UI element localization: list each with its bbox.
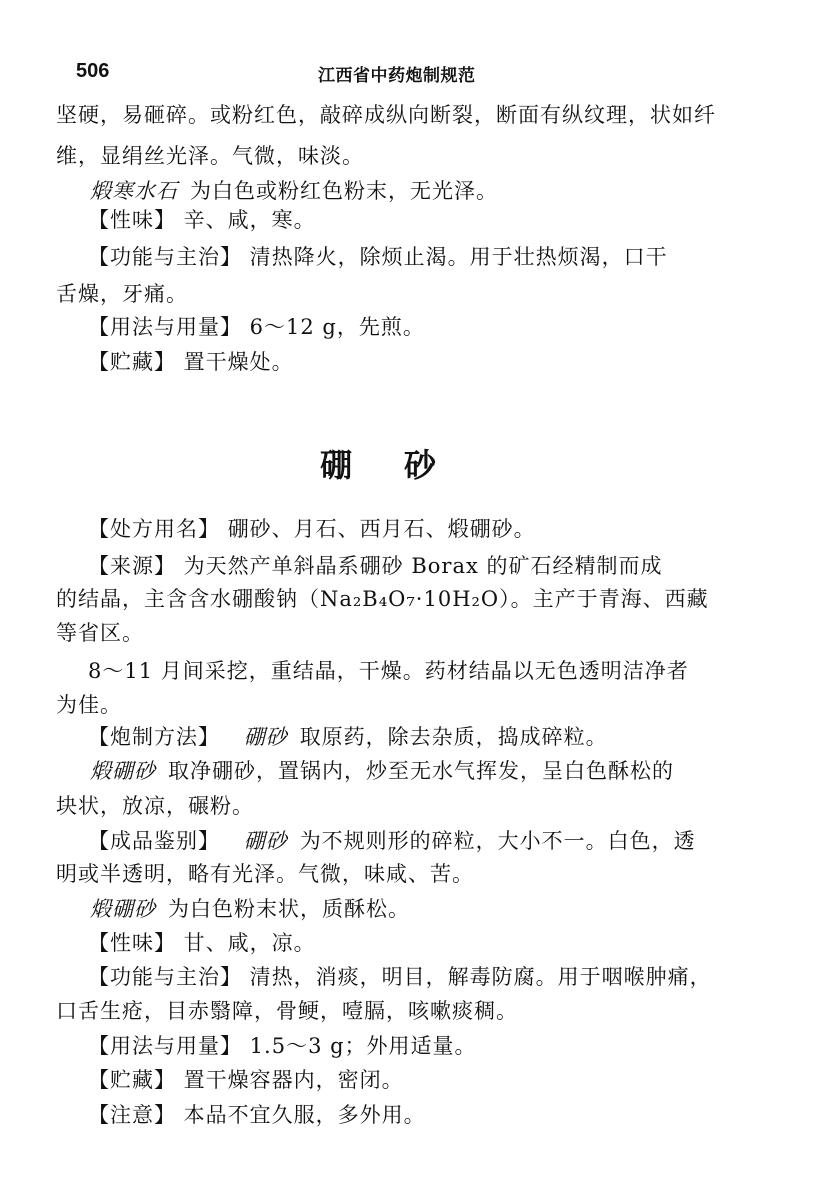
usage-line: 【用法与用量】 6～12 g，先煎。 (88, 315, 425, 339)
text-line: 舌燥，牙痛。 (56, 282, 188, 306)
caution-line: 【注意】 本品不宜久服，多外用。 (88, 1103, 426, 1127)
text-line: 的结晶，主含含水硼酸钠（Na₂B₄O₇·10H₂O）。主产于青海、西藏 (56, 587, 709, 611)
property-line: 【性味】 甘、咸，凉。 (88, 931, 316, 955)
heading-processing-method: 【炮制方法】 (88, 725, 220, 749)
prescription-names-line: 【处方用名】 硼砂、月石、西月石、煅硼砂。 (88, 517, 536, 541)
term-raw: 硼砂 (243, 725, 288, 749)
term-raw: 硼砂 (243, 829, 288, 853)
storage-line: 【贮藏】 置干燥容器内，密闭。 (88, 1068, 404, 1092)
text-line: 为佳。 (56, 693, 122, 717)
processing-method-line (88, 722, 608, 752)
term-calcined: 煅寒水石 (90, 179, 178, 203)
text-segment: 为白色或粉红色粉末，无光泽。 (190, 179, 498, 203)
heading-identification: 【成品鉴别】 (88, 829, 220, 853)
identification-line (88, 826, 696, 856)
text-segment: 为不规则形的碎粒，大小不一。白色，透 (299, 829, 696, 853)
text-segment: 取净硼砂，置锅内，炒至无水气挥发，呈白色酥松的 (168, 759, 674, 783)
section-title: 硼砂 (320, 446, 489, 484)
text-line: 8～11 月间采挖，重结晶，干燥。药材结晶以无色透明洁净者 (88, 659, 689, 683)
text-line: 维，显绢丝光泽。气微，味淡。 (56, 144, 364, 168)
text-line-calcined (90, 176, 498, 206)
property-line: 【性味】 辛、咸，寒。 (88, 208, 316, 232)
usage-line: 【用法与用量】 1.5～3 g；外用适量。 (88, 1034, 477, 1058)
text-line: 块状，放凉，碾粉。 (56, 794, 254, 818)
function-line: 【功能与主治】 清热，消痰，明目，解毒防腐。用于咽喉肿痛， (88, 965, 712, 989)
text-line: 明或半透明，略有光泽。气微，味咸、苦。 (56, 862, 474, 886)
text-line-calcined (90, 756, 674, 786)
storage-line: 【贮藏】 置干燥处。 (88, 350, 294, 374)
text-line-calcined (90, 894, 410, 924)
source-line: 【来源】 为天然产单斜晶系硼砂 Borax 的矿石经精制而成 (88, 554, 663, 578)
text-segment: 取原药，除去杂质，捣成碎粒。 (299, 725, 608, 749)
text-line: 口舌生疮，目赤翳障，骨鲠，噎膈，咳嗽痰稠。 (56, 999, 518, 1023)
term-calcined: 煅硼砂 (90, 759, 156, 783)
function-line: 【功能与主治】 清热降火，除烦止渴。用于壮热烦渴，口干 (88, 245, 668, 269)
text-line: 等省区。 (56, 621, 144, 645)
running-header-title: 江西省中药炮制规范 (318, 66, 476, 86)
text-line: 坚硬，易砸碎。或粉红色，敲碎成纵向断裂，断面有纵纹理，状如纤 (56, 103, 716, 127)
term-calcined: 煅硼砂 (90, 897, 156, 921)
text-segment: 为白色粉末状，质酥松。 (168, 897, 410, 921)
page-number: 506 (76, 60, 110, 82)
